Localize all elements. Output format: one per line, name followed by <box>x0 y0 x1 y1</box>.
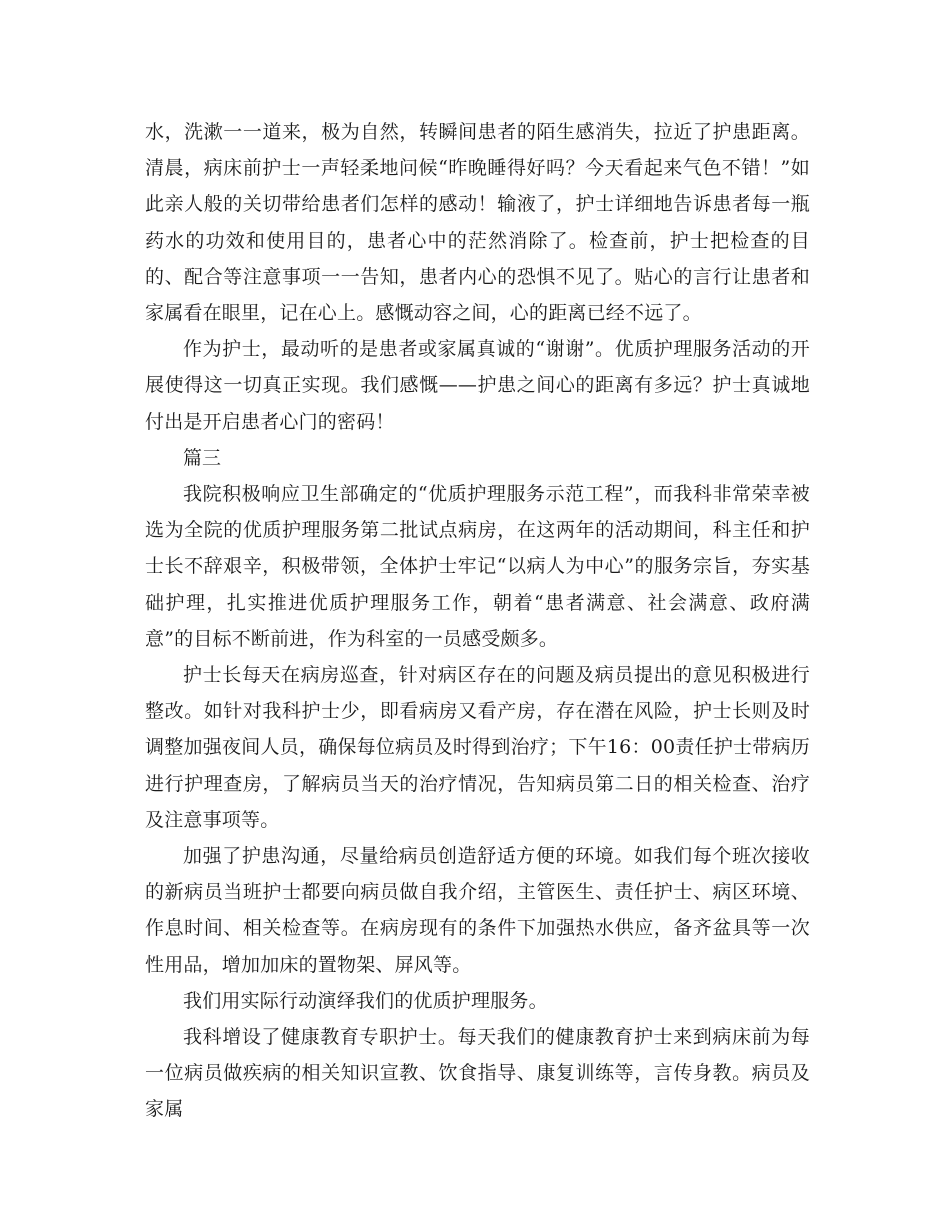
paragraph-head-nurse-rounds: 护士长每天在病房巡查，针对病区存在的问题及病员提出的意见积极进行整改。如针对我科护士少，即看病房又看产房，存在潜在风险，护士长则及时调整加强夜间人员，确保每位病员及时得到治疗；下午16：00责任护士带病历进行护理查房，了解病员当天的治疗情况，告知病员第二日的相关检查、治疗及注意事项等。 <box>145 664 810 831</box>
paragraph-demonstration-project: 我院积极响应卫生部确定的“优质护理服务示范工程”，而我科非常荣幸被选为全院的优质护理服务第二批试点病房，在这两年的活动期间，科主任和护士长不辞艰辛，积极带领，全体护士牢记“以病人为中心”的服务宗旨，夯实基础护理，扎实推进优质护理服务工作，朝着“患者满意、社会满意、政府满意”的目标不断前进，作为科室的一员感受颇多。 <box>145 483 810 650</box>
paragraph-nurse-thanks: 作为护士，最动听的是患者或家属真诚的“谢谢”。优质护理服务活动的开展使得这一切真正实现。我们感慨——护患之间心的距离有多远？护士真诚地付出是开启患者心门的密码！ <box>145 338 810 433</box>
paragraph-communication: 加强了护患沟通，尽量给病员创造舒适方便的环境。如我们每个班次接收的新病员当班护士都要向病员做自我介绍，主管医生、责任护士、病区环境、作息时间、相关检查等。在病房现有的条件下加强热水供应，备齐盆具等一次性用品，增加加床的置物架、屏风等。 <box>145 845 810 976</box>
document-body <box>145 114 810 1128</box>
paragraph-action: 我们用实际行动演绎我们的优质护理服务。 <box>183 989 548 1012</box>
paragraph-health-education: 我科增设了健康教育专职护士。每天我们的健康教育护士来到病床前为每一位病员做疾病的相关知识宣教、饮食指导、康复训练等，言传身教。病员及家属 <box>145 1026 810 1121</box>
section-heading-part-three: 篇三 <box>183 446 222 469</box>
paragraph-continuation: 水，洗漱一一道来，极为自然，转瞬间患者的陌生感消失，拉近了护患距离。清晨，病床前护士一声轻柔地问候“昨晚睡得好吗？今天看起来气色不错！”如此亲人般的关切带给患者们怎样的感动！输液了，护士详细地告诉患者每一瓶药水的功效和使用目的，患者心中的茫然消除了。检查前，护士把检查的目的、配合等注意事项一一告知，患者内心的恐惧不见了。贴心的言行让患者和家属看在眼里，记在心上。感慨动容之间，心的距离已经不远了。 <box>145 121 810 325</box>
